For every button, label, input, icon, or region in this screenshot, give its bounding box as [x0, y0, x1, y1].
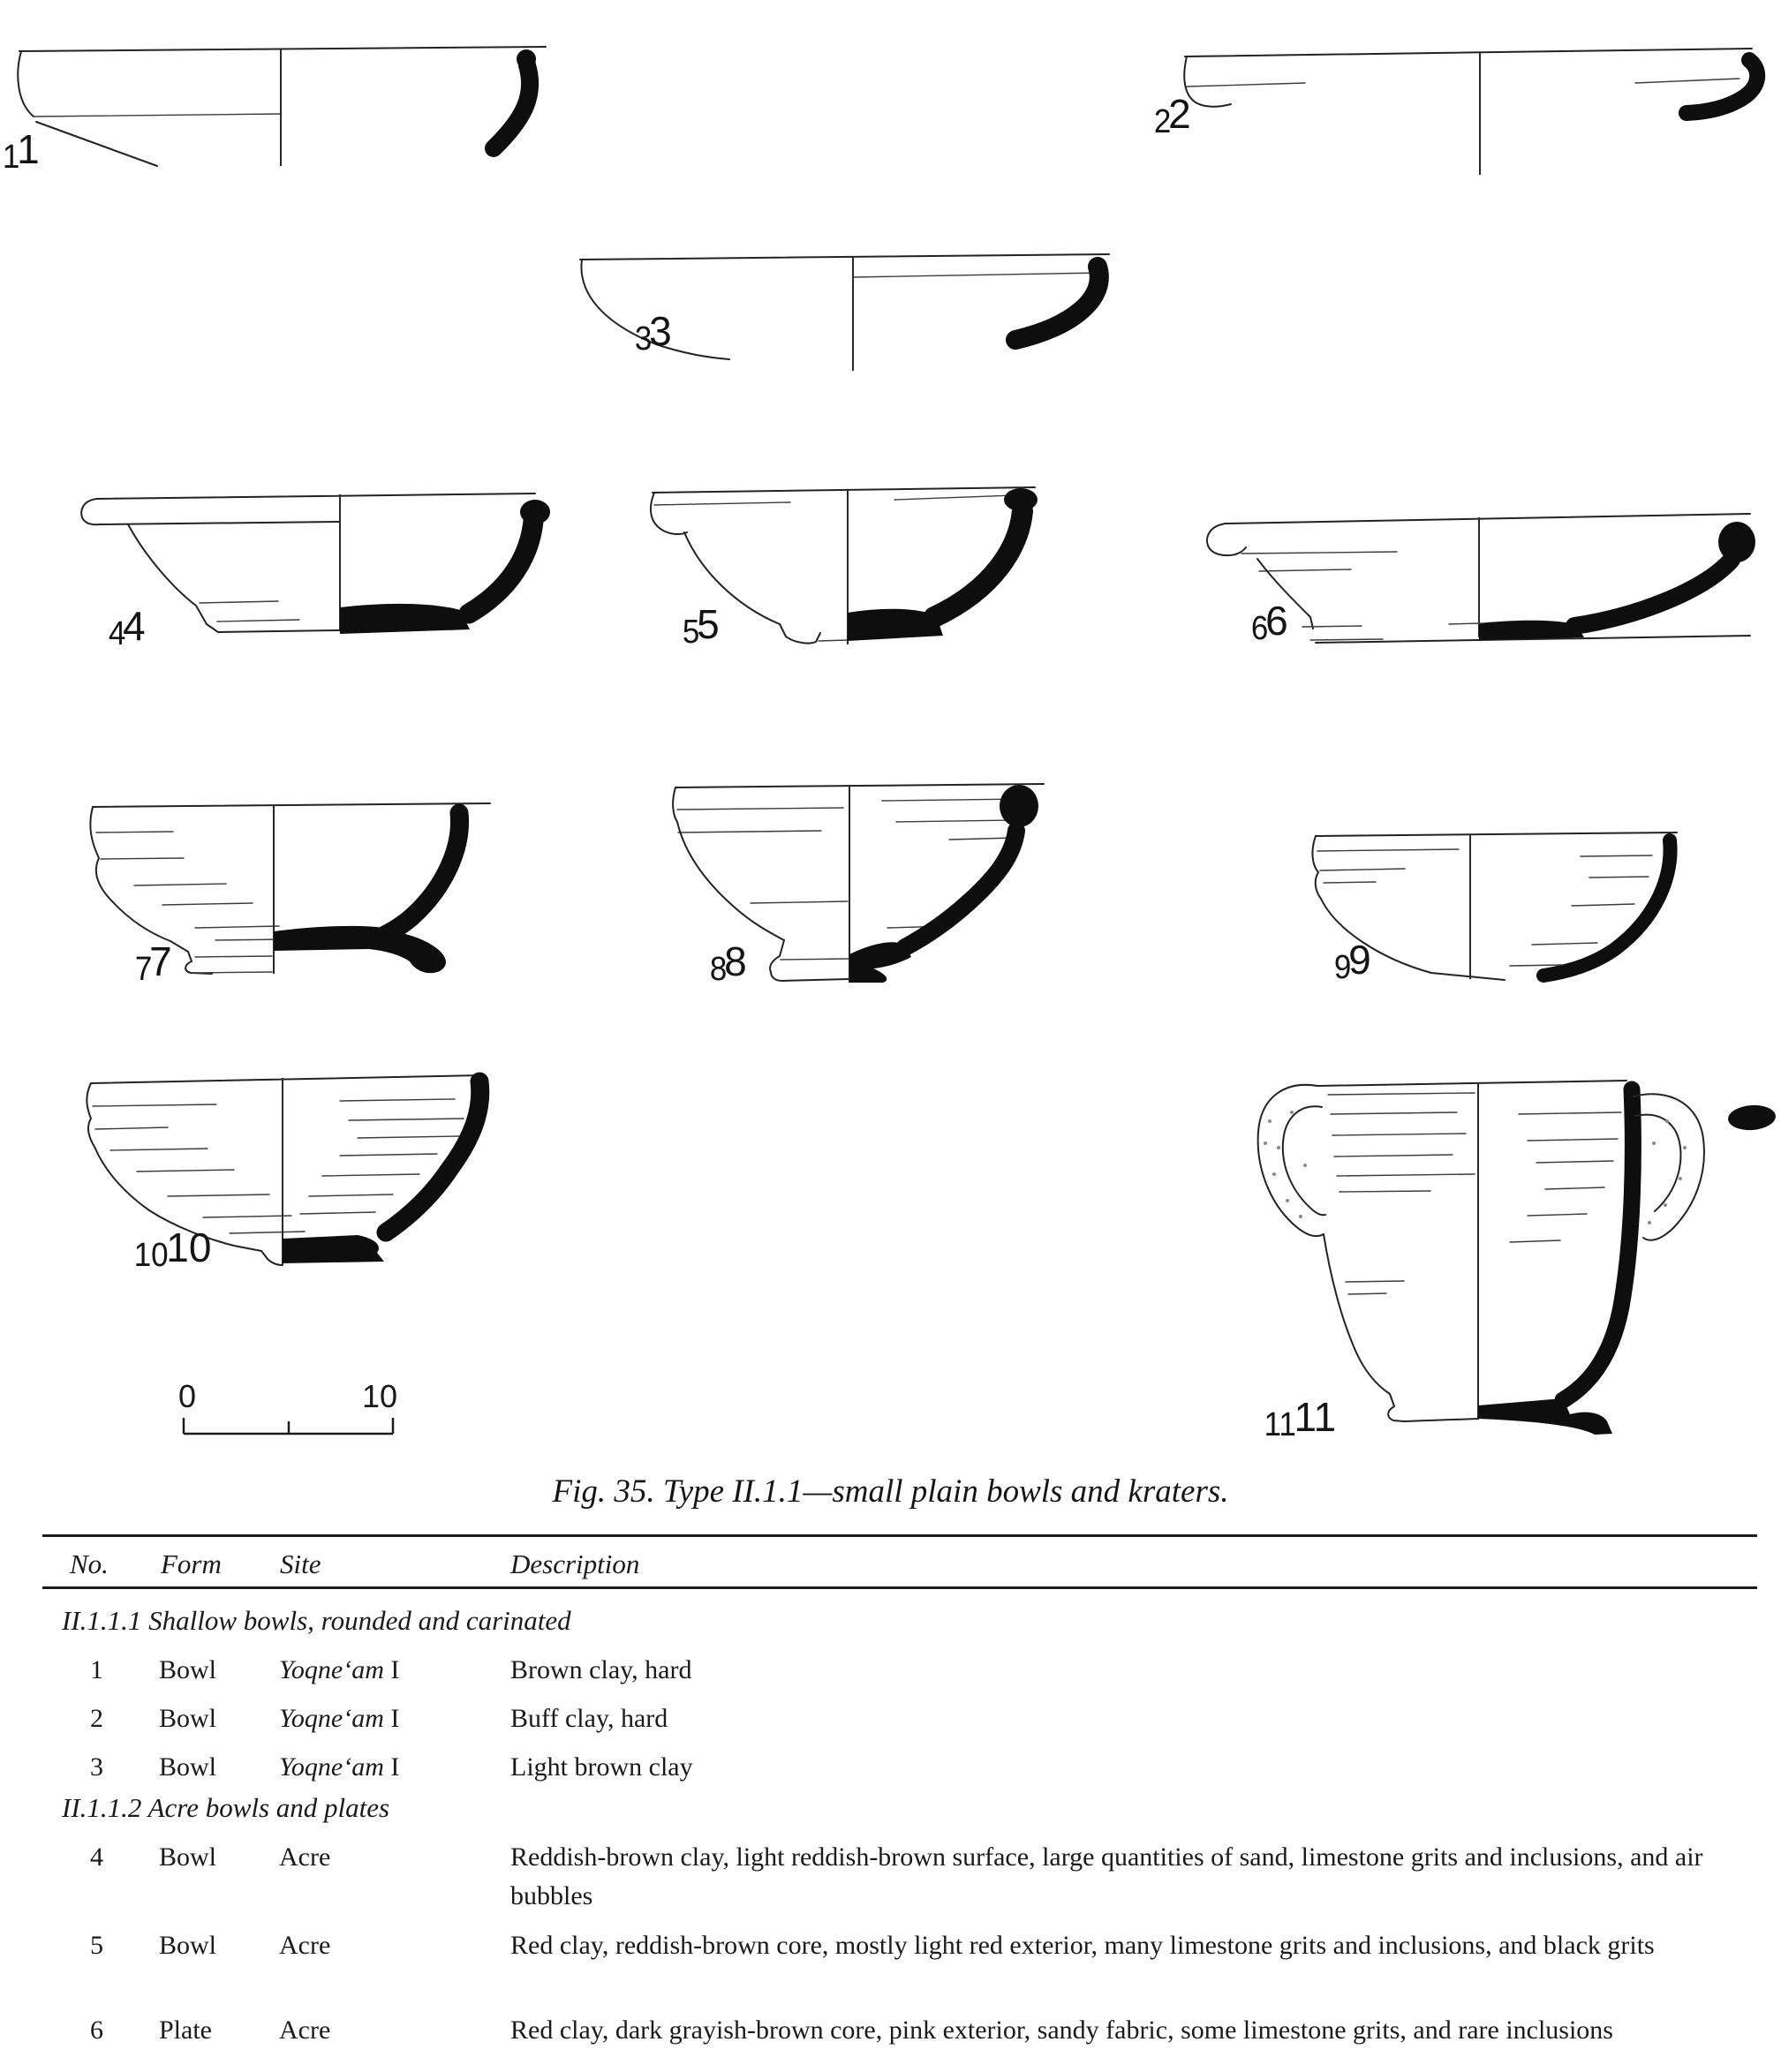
cell-form: Bowl [159, 1752, 217, 1782]
pottery-drawing-11 [1252, 1059, 1781, 1435]
cell-site: Acre [279, 1842, 331, 1872]
table-top-rule [42, 1534, 1757, 1537]
cell-description: Red clay, dark grayish-brown core, pink exterior, sandy fabric, some limestone grits, and rare inclusions [510, 2015, 1613, 2045]
scale-bar-line [177, 1413, 403, 1435]
cell-site: Acre [279, 2015, 331, 2045]
pottery-label-3: 3 3 [634, 308, 672, 358]
pottery-label-5: 5 5 [682, 601, 720, 651]
pottery-label-6: 6 6 [1250, 598, 1288, 647]
cell-form: Plate [159, 2015, 212, 2045]
cell-form: Bowl [159, 1655, 217, 1684]
section-heading-2: II.1.1.2 Acre bowls and plates [62, 1792, 390, 1823]
pottery-drawing-4 [73, 475, 555, 648]
vessel-profile-svg [73, 475, 555, 648]
pottery-label-1: 1 1 [2, 126, 40, 176]
pottery-drawing-1 [7, 25, 550, 170]
cell-no: 3 [90, 1752, 103, 1782]
cell-site: Yoqne‘am I [279, 1752, 400, 1782]
col-header-form: Form [161, 1548, 222, 1579]
vessel-profile-svg [7, 25, 550, 170]
pottery-table [42, 1534, 1757, 2072]
col-header-description: Description [510, 1548, 640, 1579]
table-header-rule [42, 1586, 1757, 1589]
handle-section-mark [1727, 1104, 1777, 1132]
cell-site: Yoqne‘am I [279, 1655, 400, 1684]
cell-no: 6 [90, 2015, 103, 2045]
cell-description: Brown clay, hard [510, 1655, 692, 1684]
pottery-label-8: 8 8 [709, 938, 747, 988]
cell-description: Reddish-brown clay, light reddish-brown surface, large quantities of sand, limestone grits and inclusions, and air bubbles [510, 1842, 1703, 1910]
pottery-label-9: 9 9 [1333, 937, 1371, 986]
cell-description: Red clay, reddish-brown core, mostly light red exterior, many limestone grits and inclusions, and black grits [510, 1931, 1655, 1960]
scale-bar [177, 1378, 403, 1435]
vessel-profile-svg [1132, 26, 1770, 181]
cell-site: Acre [279, 1931, 331, 1960]
pottery-label-11: 11 11 [1264, 1394, 1337, 1443]
col-header-no: No. [70, 1548, 109, 1579]
pottery-label-4: 4 4 [108, 603, 146, 652]
vessel-profile-svg [1252, 1059, 1781, 1435]
pottery-label-2: 2 2 [1153, 91, 1191, 140]
scale-start-label: 0 [178, 1378, 197, 1414]
cell-no: 4 [90, 1842, 103, 1872]
scale-end-label: 10 [361, 1378, 397, 1414]
cell-no: 5 [90, 1931, 103, 1960]
cell-description: Buff clay, hard [510, 1704, 668, 1733]
pottery-label-10: 10 10 [133, 1224, 212, 1274]
cell-site: Yoqne‘am I [279, 1704, 400, 1733]
section-heading-1: II.1.1.1 Shallow bowls, rounded and carinated [62, 1605, 571, 1636]
cell-no: 1 [90, 1655, 103, 1684]
figure-caption: Fig. 35. Type II.1.1—small plain bowls and kraters. [552, 1473, 1229, 1510]
pottery-drawing-2 [1132, 26, 1770, 181]
cell-description: Light brown clay [510, 1752, 693, 1782]
cell-form: Bowl [159, 1842, 217, 1872]
cell-form: Bowl [159, 1931, 217, 1960]
cell-form: Bowl [159, 1704, 217, 1733]
cell-no: 2 [90, 1704, 103, 1733]
col-header-site: Site [280, 1548, 321, 1579]
pottery-label-7: 7 7 [134, 938, 172, 988]
